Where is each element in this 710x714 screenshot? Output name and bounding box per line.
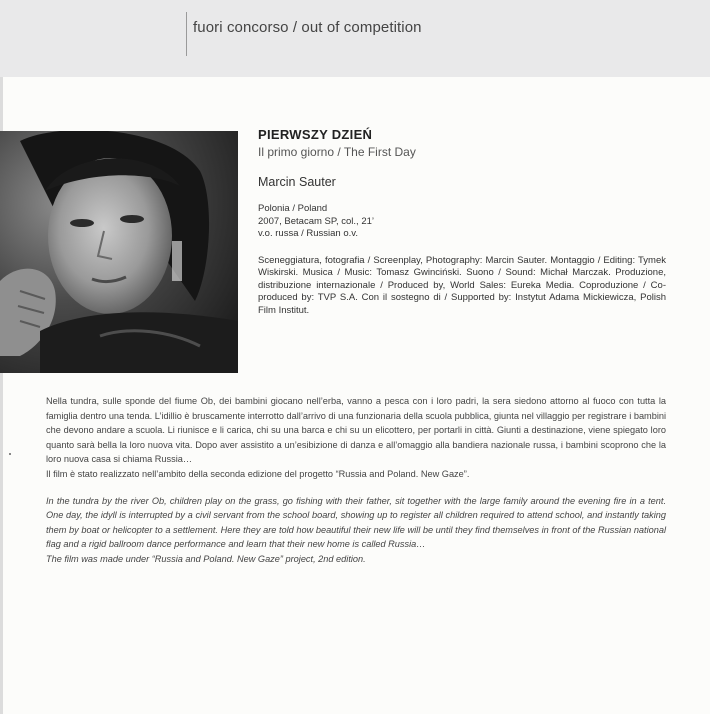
film-specs: 2007, Betacam SP, col., 21’ (258, 215, 375, 227)
synopsis-english: In the tundra by the river Ob, children play on the grass, go fishing with their father, sit together with the large family around the evening fire in a tent. One day, the idyll is interrupted by a civil servant from the school board, showing up to register all children required to attend school, and instantly taking them by boat or helicopter to a settlement. Here they are told how beautiful their new life will be until they find themselves in front of the Russian national flag and a rigid ballroom dance performance and learn that their new home is called Russia… (46, 495, 666, 550)
film-meta (258, 203, 666, 241)
header-divider (186, 12, 187, 56)
section-title: fuori concorso / out of competition (193, 19, 422, 36)
synopsis-italian-note: Il film è stato realizzato nell’ambito della seconda edizione del progetto “Russia and Poland. New Gaze”. (46, 468, 470, 479)
film-still-photo (0, 131, 238, 373)
film-credits: Sceneggiatura, fotografia / Screenplay, Photography: Marcin Sauter. Montaggio / Editing: Tymek Wiskirski. Musica / Music: Tomasz Gwinciński. Suono / Sound: Michał Marczak. Produzione, distribuzione internazionale / Produced by, World Sales: Eureka Media. Coproduzione / Co-produced by: TVP S.A. Con il sostegno di / Supported by: Instytut Adama Mickiewicza, Polish Film Institut. (258, 254, 666, 316)
film-title-original: PIERWSZY DZIEŃ (258, 127, 373, 142)
film-title-translations: Il primo giorno / The First Day (258, 145, 416, 159)
synopsis-english-note: The film was made under “Russia and Poland. New Gaze” project, 2nd edition. (46, 553, 366, 564)
film-director: Marcin Sauter (258, 175, 336, 189)
synopsis (46, 394, 666, 567)
synopsis-italian: Nella tundra, sulle sponde del fiume Ob, dei bambini giocano nell’erba, vanno a pesca con i loro padri, la sera siedono attorno al fuoco con tutta la famiglia dentro una tenda. L’idillio è bruscamente interrotto dall’arrivo di una funzionaria della scuola pubblica, giunta nel villaggio per registrare i bambini che devono andare a scuola. Li riunisce e li carica, chi su una barca e chi su un elicottero, per portarli in città. Giunti a destinazione, viene spiegato loro quanto sarà bella la loro nuova vita. Dopo aver assistito a un’esibizione di danza e all’omaggio alla bandiera nazionale russa, i bambini scoprono che la loro nuova casa si chiama Russia… (46, 396, 667, 465)
film-language: v.o. russa / Russian o.v. (258, 228, 358, 239)
header-band (0, 0, 710, 77)
film-info (258, 127, 666, 317)
film-country: Polonia / Poland (258, 203, 328, 214)
margin-mark (9, 453, 11, 455)
